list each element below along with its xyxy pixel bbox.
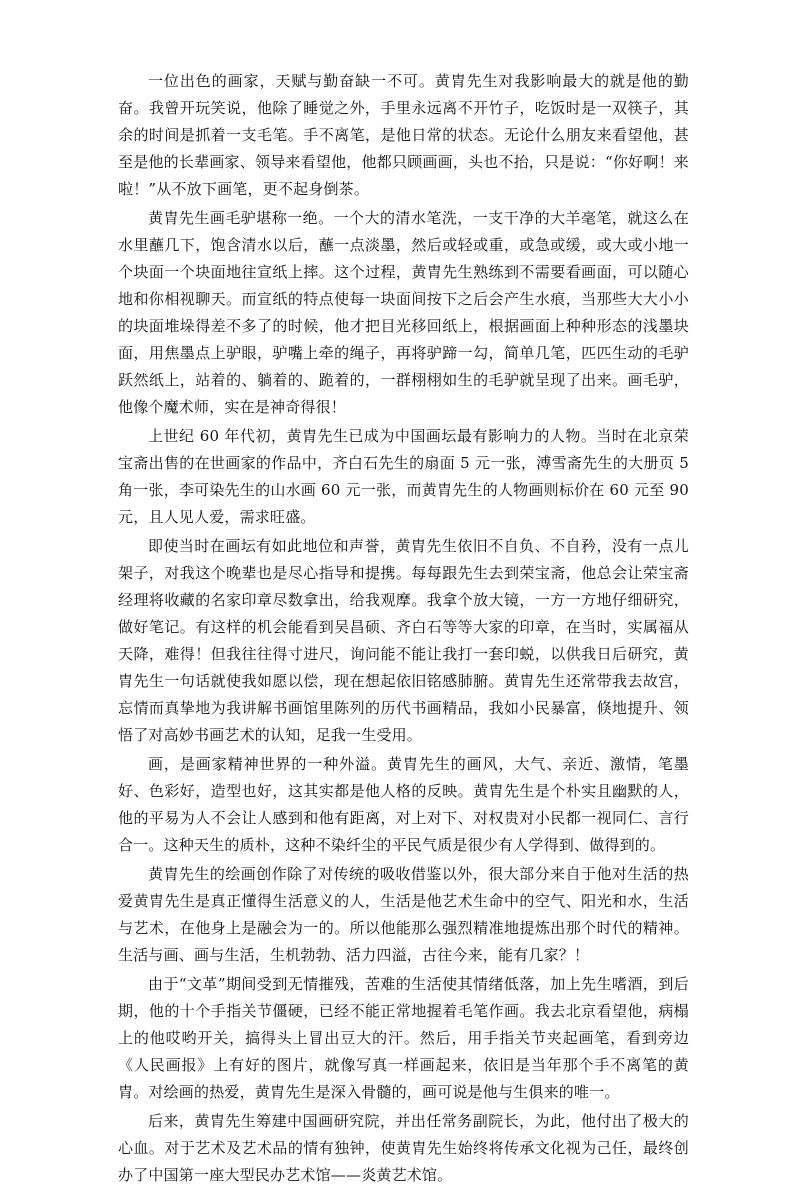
paragraph-love-of-life: 黄胄先生的绘画创作除了对传统的吸收借鉴以外，很大部分来自于他对生活的热爱黄胄先生是真正懂得生活意义的人，生活是他艺术生命中的空气、阳光和水，生活与艺术，在他身上是融会为一的。所以他能那么强烈精准地提炼出那个时代的精神。生活与画、画与生活，生机勃勃、活力四溢，古往今来，能有几家？！ bbox=[118, 865, 689, 964]
paragraph-character: 画，是画家精神世界的一种外溢。黄胄先生的画风，大气、亲近、激情，笔墨好、色彩好，造型也好，这其实都是他人格的反映。黄胄先生是个朴实且幽默的人，他的平易为人不会让人感到和他有距离，对上对下、对权贵对小民都一视同仁、言行合一。这种天生的质朴，这种不染纤尘的平民气质是很少有人学得到、做得到的。 bbox=[118, 755, 689, 854]
article-body bbox=[118, 68, 689, 1191]
paragraph-mentorship: 即使当时在画坛有如此地位和声誉，黄胄先生依旧不自负、不自矜，没有一点儿架子，对我这个晚辈也是尽心指导和提携。每每跟先生去到荣宝斋，他总会让荣宝斋经理将收藏的名家印章尽数拿出，给我观摩。我拿个放大镜，一方一方地仔细研究，做好笔记。有这样的机会能看到吴昌硕、齐白石等等大家的印章，在当时，实属福从天降，难得！但我往往得寸进尺，询问能不能让我打一套印蜕，以供我日后研究，黄胄先生一句话就使我如愿以偿，现在想起依旧铭感肺腑。黄胄先生还常带我去故宫，忘情而真挚地为我讲解书画馆里陈列的历代书画精品，我如小民暴富，倏地提升、领悟了对高妙书画艺术的认知，足我一生受用。 bbox=[118, 537, 689, 744]
paragraph-art-museum: 后来，黄胄先生筹建中国画研究院，并出任常务副院长，为此，他付出了极大的心血。对于艺术及艺术品的情有独钟，使黄胄先生始终将传承文化视为己任，最终创办了中国第一座大型民办艺术馆——炎黄艺术馆。 bbox=[118, 1112, 689, 1184]
paragraph-later-years: 由于“文革”期间受到无情摧残，苦难的生活使其情绪低落，加上先生嗜酒，到后期，他的十个手指关节僵硬，已经不能正常地握着毛笔作画。我去北京看望他，病榻上的他哎哟开关，搞得头上冒出豆大的汗。然后，用手指关节夹起画笔，看到旁边《人民画报》上有好的图片，就像写真一样画起来，依旧是当年那个手不离笔的黄胄。对绘画的热爱，黄胄先生是深入骨髓的，画可说是他与生俱来的唯一。 bbox=[118, 975, 689, 1101]
paragraph-diligence: 一位出色的画家，天赋与勤奋缺一不可。黄胄先生对我影响最大的就是他的勤奋。我曾开玩笑说，他除了睡觉之外，手里永远离不开竹子，吃饭时是一双筷子，其余的时间是抓着一支毛笔。手不离笔，是他日常的状态。无论什么朋友来看望他，甚至是他的长辈画家、领导来看望他，他都只顾画画，头也不抬，只是说：“你好啊！来啦！”从不放下画笔，更不起身倒茶。 bbox=[118, 72, 689, 198]
paragraph-1960s-prices: 上世纪 60 年代初，黄胄先生已成为中国画坛最有影响力的人物。当时在北京荣宝斋出售的在世画家的作品中，齐白石先生的扇面 5 元一张，溥雪斋先生的大册页 5 角一张，李可染先生的山水画 60 元一张，而黄胄先生的人物画则标价在 60 元至 90 元，且人见人爱，需求旺盛。 bbox=[118, 427, 689, 526]
paragraph-donkey-painting: 黄胄先生画毛驴堪称一绝。一个大的清水笔洗，一支干净的大羊毫笔，就这么在水里蘸几下，饱含清水以后，蘸一点淡墨，然后或轻或重，或急或缓，或大或小地一个块面一个块面地往宣纸上摔。这个过程，黄胄先生熟练到不需要看画面，可以随心地和你相视聊天。而宣纸的特点使每一块面间按下之后会产生水痕，当那些大大小小的块面堆垛得差不多了的时候，他才把目光移回纸上，根据画面上种种形态的浅墨块面，用焦墨点上驴眼，驴嘴上牵的绳子，再将驴蹄一勾，简单几笔，匹匹生动的毛驴跃然纸上，站着的、躺着的、跪着的，一群栩栩如生的毛驴就呈现了出来。画毛驴，他像个魔术师，实在是神奇得很！ bbox=[118, 209, 689, 416]
